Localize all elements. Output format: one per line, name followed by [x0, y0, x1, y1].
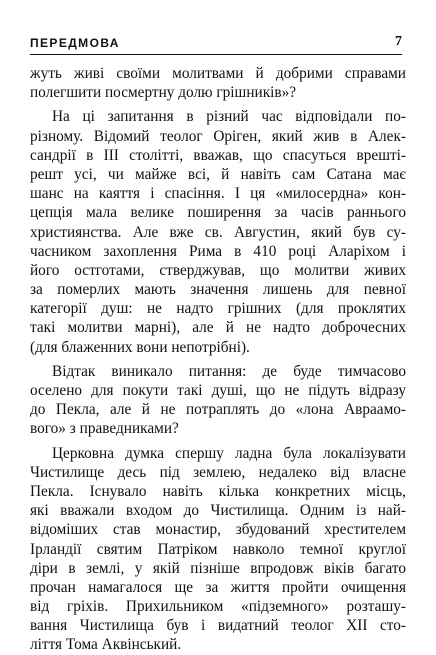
page-number: 7 [395, 34, 402, 49]
text-line: На ці запитання в різний час відповідали по- [52, 108, 406, 126]
text-line: полегшити посмертну долю грішників»? [30, 84, 297, 102]
text-line: цепція мала велике поширення за часів раннього [30, 204, 406, 222]
text-line: відоміших став монастир, збудований хрестителем [30, 521, 406, 539]
paragraph-3 [30, 362, 406, 439]
text-line: його остготами, стверджував, що молитви живих [30, 261, 406, 279]
text-line: Відтак виникало питання: де буде тимчасово [52, 362, 406, 380]
text-line: жуть живі своїми молитвами й добрими справами [30, 65, 406, 82]
body-text [30, 64, 406, 655]
text-line: сандрії в III столітті, вважав, що спасуться врешті- [30, 146, 406, 164]
text-line: (для блаженних вони непотрібні). [30, 338, 250, 356]
running-header-title: ПЕРЕДМОВА [30, 36, 120, 50]
text-line: християнства. Але вже св. Августин, який був су- [30, 223, 406, 241]
text-line: Ірландії святим Патріком навколо темної круглої [30, 540, 406, 558]
text-line: які вважали входом до Чистилища. Одним із най- [30, 502, 406, 520]
text-line: вання Чистилища був і видатний теолог XII сто- [30, 617, 406, 635]
text-line: від гріхів. Прихильником «підземного» розташу- [30, 598, 406, 616]
text-line: прочан намагалося ще за життя пройти очищення [30, 578, 406, 596]
text-line: Чистилище десь під землею, недалеко від власне [30, 463, 406, 481]
text-line: Пекла. Існувало навіть кілька конкретних місць, [30, 482, 406, 500]
paragraph-4 [30, 444, 406, 655]
text-line: ліття Тома Аквінський. [30, 636, 182, 654]
text-line: решт усі, чи майже всі, й навіть сам Сатана має [30, 165, 406, 183]
paragraph-2 [30, 107, 406, 356]
text-line: за померлих мають значення лишень для певної [30, 281, 406, 299]
text-line: Церковна думка спершу ладна була локалізувати [52, 444, 406, 462]
header-rule [30, 54, 402, 55]
text-line: вого» з праведниками? [30, 420, 179, 438]
text-line: часником захоплення Рима в 410 році Аларіхом і [30, 242, 406, 260]
text-line: діри в землі, у якій пізніше впродовж віків багато [30, 559, 406, 577]
text-line: такі молитви марні), але й не надто доброчесних [30, 319, 406, 337]
text-line: різному. Відомий теолог Оріген, який жив в Алек- [30, 127, 406, 145]
text-line: оселено для покути такі душі, що не підуть відразу [30, 382, 406, 399]
text-line: до Пекла, але й не потраплять до «лона Авраамо- [30, 401, 406, 419]
running-header [30, 34, 402, 56]
text-line: категорії душ: не надто грішних (для проклятих [30, 300, 406, 318]
paragraph-1 [30, 64, 406, 102]
text-line: шанс на каяття і спасіння. І ця «милосердна» кон- [30, 185, 406, 203]
